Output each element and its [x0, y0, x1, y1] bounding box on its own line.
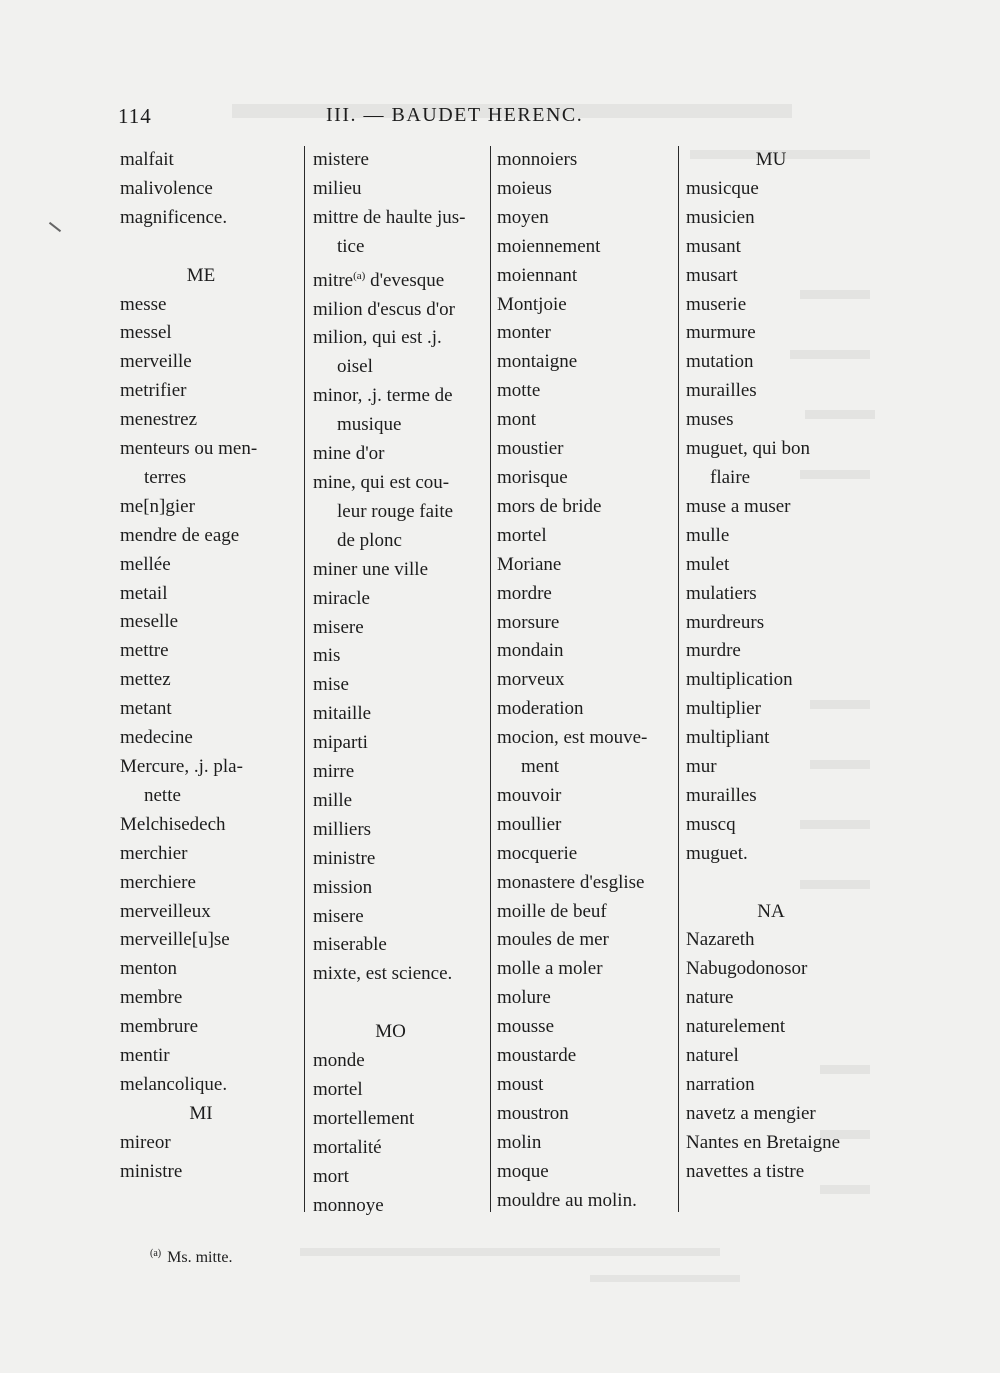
glossary-entry: mittre de haulte jus-: [313, 206, 466, 228]
glossary-entry: membrure: [120, 1016, 199, 1038]
column-1: [118, 146, 304, 1212]
glossary-entry: mortellement: [313, 1107, 415, 1129]
glossary-entry: narration: [686, 1073, 755, 1095]
glossary-entry: navetz a mengier: [686, 1102, 816, 1124]
glossary-entry: minor, .j. terme de: [313, 385, 453, 407]
glossary-entry: miserable: [313, 934, 387, 956]
glossary-entry: mentir: [120, 1045, 170, 1067]
section-heading: MI: [189, 1102, 213, 1124]
glossary-entry: molin: [497, 1131, 542, 1153]
glossary-entry: mont: [497, 409, 537, 431]
glossary-entry: muses: [686, 409, 734, 431]
glossary-entry: merveille: [120, 351, 192, 373]
glossary-entry: Nazareth: [686, 929, 755, 951]
glossary-entry: moyen: [497, 206, 549, 228]
glossary-entry: mission: [313, 876, 373, 898]
glossary-entry: milliers: [313, 818, 372, 840]
glossary-entry: murdre: [686, 640, 741, 662]
glossary-entry: mur: [686, 756, 717, 778]
glossary-entry: Nabugodonosor: [686, 958, 808, 980]
glossary-entry: metant: [120, 698, 172, 720]
glossary-entry: menteurs ou men-: [120, 438, 258, 460]
glossary-entry: monde: [313, 1050, 365, 1072]
glossary-entry: milion, qui est .j.: [313, 327, 442, 349]
glossary-entry: monter: [497, 322, 551, 344]
glossary-entry: mirre: [313, 761, 355, 783]
glossary-entry: metail: [120, 582, 168, 604]
glossary-entry: malfait: [120, 149, 174, 170]
glossary-entry: murdreurs: [686, 611, 765, 633]
glossary-entry: mortalité: [313, 1136, 382, 1158]
glossary-entry: musant: [686, 235, 741, 257]
glossary-entry: [313, 262, 490, 296]
glossary-entry: moules de mer: [497, 929, 609, 951]
glossary-entry: muscq: [686, 813, 736, 835]
glossary-entry: mellée: [120, 553, 171, 575]
glossary-entry: moiennant: [497, 264, 578, 286]
glossary-entry: mise: [313, 674, 349, 696]
glossary-entry: messe: [120, 293, 167, 315]
glossary-entry: Melchisedech: [120, 813, 226, 835]
footnote-text: Ms. mitte.: [167, 1249, 233, 1266]
glossary-entry: moust: [497, 1074, 544, 1095]
glossary-entry: mordre: [497, 582, 552, 604]
glossary-entry: merchier: [120, 842, 188, 864]
glossary-entry: melancolique.: [120, 1073, 228, 1095]
glossary-entry: mistere: [313, 149, 369, 170]
running-header: [118, 104, 878, 134]
entry-continuation: ment: [521, 756, 559, 778]
glossary-entry: montaigne: [497, 351, 578, 373]
glossary-entry: Mercure, .j. pla-: [120, 756, 243, 778]
glossary-entry: merveille[u]se: [120, 929, 230, 951]
entry-rest: d'evesque: [365, 269, 445, 291]
glossary-entry: mine, qui est cou-: [313, 471, 450, 493]
footnote-marker: (a): [150, 1248, 162, 1259]
glossary-entry: miracle: [313, 587, 370, 609]
glossary-entry: moustier: [497, 438, 564, 460]
glossary-entry: muguet, qui bon: [686, 438, 811, 460]
blank-line: [120, 233, 304, 262]
glossary-entry: naturel: [686, 1045, 739, 1067]
glossary-entry: menestrez: [120, 409, 198, 431]
glossary-entry: mulle: [686, 524, 730, 546]
glossary-entry: musart: [686, 264, 738, 286]
glossary-entry: membre: [120, 987, 183, 1009]
glossary-entry: mis: [313, 645, 341, 667]
entry-continuation: musique: [337, 414, 402, 436]
glossary-entry: mutation: [686, 351, 754, 373]
glossary-entry: morisque: [497, 466, 568, 488]
glossary-entry: mulatiers: [686, 582, 757, 604]
glossary-entry: monnoye: [313, 1194, 384, 1216]
glossary-entry: mireor: [120, 1131, 171, 1153]
glossary-entry: mine d'or: [313, 443, 385, 465]
glossary-entry: me[n]gier: [120, 495, 195, 517]
glossary-entry: molle a moler: [497, 958, 603, 980]
glossary-entry: misere: [313, 905, 364, 927]
glossary-entry: misere: [313, 616, 364, 638]
glossary-entry: merchiere: [120, 871, 196, 893]
glossary-entry: moustron: [497, 1102, 569, 1124]
running-title: III. — BAUDET HERENC.: [326, 104, 584, 126]
glossary-entry: merveilleux: [120, 900, 211, 922]
entry-continuation: flaire: [710, 466, 751, 488]
glossary-entry: moullier: [497, 813, 562, 835]
glossary-entry: mendre de eage: [120, 524, 240, 546]
entry-continuation: de plonc: [337, 529, 402, 551]
glossary-entry: mitaille: [313, 703, 372, 725]
glossary-entry: medecine: [120, 727, 193, 749]
glossary-entry: malivolence: [120, 177, 213, 199]
entry-continuation: nette: [144, 784, 181, 806]
section-heading: MU: [755, 149, 787, 170]
footnote: [150, 1248, 232, 1267]
blank-line: [313, 989, 490, 1018]
glossary-entry: moiennement: [497, 235, 601, 257]
glossary-entry: morsure: [497, 611, 560, 633]
section-heading: ME: [186, 264, 216, 286]
glossary-entry: mouldre au molin.: [497, 1189, 637, 1211]
footnote-ref: (a): [353, 269, 366, 282]
glossary-entry: ministre: [120, 1160, 183, 1182]
section-heading: NA: [757, 900, 785, 922]
glossary-entry: moderation: [497, 698, 584, 720]
glossary-entry: miner une ville: [313, 558, 429, 580]
entry-continuation: oisel: [337, 356, 373, 378]
glossary-entry: mocion, est mouve-: [497, 727, 648, 749]
glossary-entry: mixte, est science.: [313, 963, 453, 985]
glossary-entry: menton: [120, 958, 177, 980]
glossary-entry: mortel: [497, 524, 547, 546]
glossary-entry: ministre: [313, 847, 376, 869]
glossary-entry: nature: [686, 987, 734, 1009]
glossary-entry: molure: [497, 987, 551, 1009]
glossary-entry: navettes a tistre: [686, 1160, 805, 1182]
entry-continuation: tice: [337, 235, 365, 257]
page-number: 114: [118, 104, 152, 128]
glossary-entry: messel: [120, 322, 172, 344]
glossary-entry: motte: [497, 380, 541, 402]
glossary-entry: multipliant: [686, 727, 770, 749]
glossary-entry: mille: [313, 789, 353, 811]
glossary-entry: murailles: [686, 380, 757, 402]
glossary-entry: moille de beuf: [497, 900, 607, 922]
glossary-entry: mors de bride: [497, 495, 602, 517]
glossary-entry: multiplier: [686, 698, 761, 720]
column-2: [304, 146, 490, 1216]
glossary-entry: mettre: [120, 640, 169, 662]
glossary-entry: milieu: [313, 177, 362, 199]
glossary-entry: meselle: [120, 611, 179, 633]
entry-continuation: terres: [144, 466, 187, 488]
glossary-entry: milion d'escus d'or: [313, 298, 455, 320]
glossary-entry: mouvoir: [497, 784, 562, 806]
glossary-entry: murailles: [686, 784, 757, 806]
column-3: [490, 146, 678, 1212]
glossary-entry: moque: [497, 1160, 549, 1182]
glossary-entry: Montjoie: [497, 293, 567, 315]
glossary-entry: mocquerie: [497, 842, 578, 864]
glossary-entry: morveux: [497, 669, 565, 691]
glossary-entry: musicque: [686, 177, 759, 199]
glossary-entry: muse a muser: [686, 495, 791, 517]
margin-mark: [49, 222, 61, 232]
glossary-entry: musicien: [686, 206, 755, 228]
section-heading: MO: [375, 1021, 406, 1043]
blank-line: [686, 869, 878, 898]
glossary-entry: monastere d'esglise: [497, 871, 645, 893]
glossary-entry: moustarde: [497, 1045, 577, 1067]
glossary-entry: murmure: [686, 322, 756, 344]
glossary-entry: mondain: [497, 640, 564, 662]
glossary-entry: moieus: [497, 177, 552, 199]
glossary-entry: monnoiers: [497, 149, 578, 170]
glossary-entry: mulet: [686, 553, 730, 575]
glossary-entry: Nantes en Bretaigne: [686, 1131, 841, 1153]
glossary-entry: mort: [313, 1165, 349, 1187]
glossary-entry: miparti: [313, 732, 368, 754]
glossary-entry: multiplication: [686, 669, 793, 691]
entry-word: mitre: [313, 269, 354, 291]
glossary-entry: muserie: [686, 293, 747, 315]
glossary-entry: mousse: [497, 1016, 554, 1038]
entry-continuation: leur rouge faite: [337, 500, 454, 522]
glossary-entry: muguet.: [686, 842, 748, 864]
glossary-entry: metrifier: [120, 380, 187, 402]
column-4: [678, 146, 878, 1212]
glossary-columns: [118, 146, 878, 1216]
glossary-entry: Moriane: [497, 553, 562, 575]
glossary-entry: mettez: [120, 669, 171, 691]
glossary-entry: mortel: [313, 1078, 363, 1100]
glossary-entry: magnificence.: [120, 206, 228, 228]
glossary-entry: naturelement: [686, 1016, 786, 1038]
